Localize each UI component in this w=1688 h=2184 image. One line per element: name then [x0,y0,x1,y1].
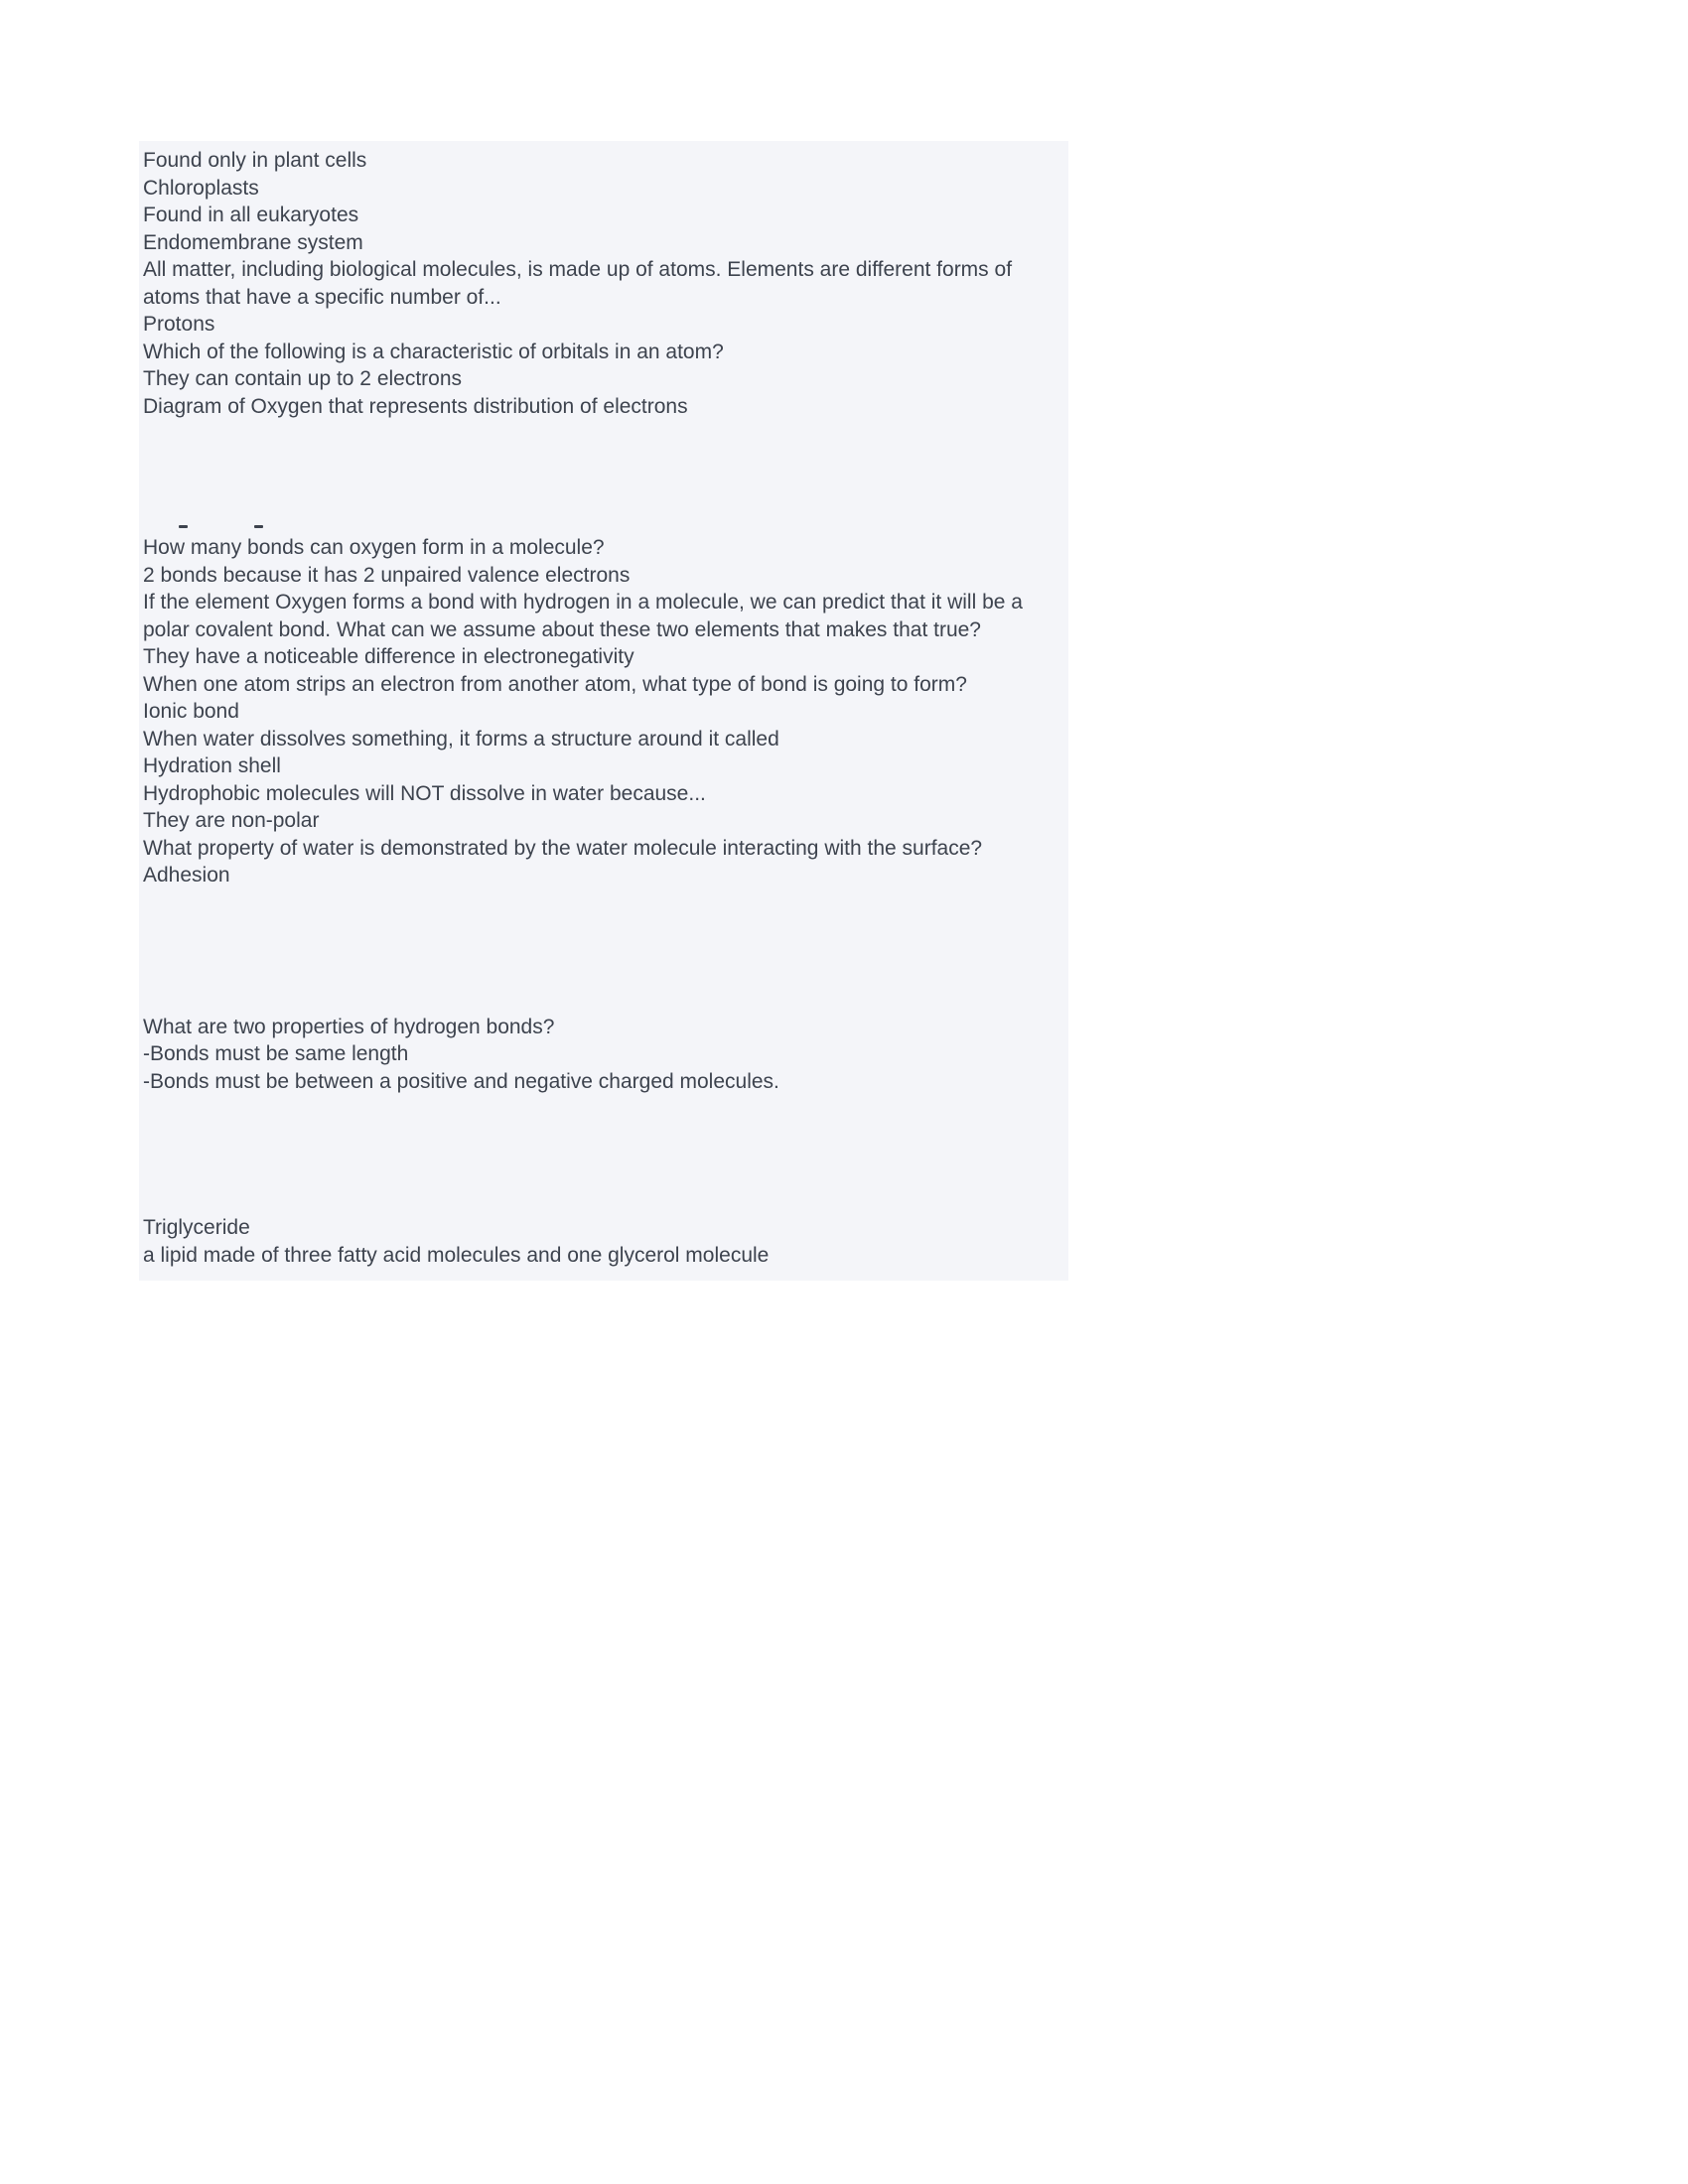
text-line: 2 bonds because it has 2 unpaired valence electrons [143,563,631,587]
text-line: When one atom strips an electron from another atom, what type of bond is going to form? [143,672,967,696]
text-line: Protons [143,313,215,336]
text-line: If the element Oxygen forms a bond with hydrogen in a molecule, we can predict that it will be a polar covalent bond. What can we assume about these two elements that makes that true? [143,591,1023,641]
text-line: How many bonds can oxygen form in a molecule? [143,536,605,559]
text-line: Chloroplasts [143,176,259,200]
text-line: They have a noticeable difference in electronegativity [143,645,634,668]
text-line: They can contain up to 2 electrons [143,367,463,390]
text-line: Ionic bond [143,700,239,723]
text-line: -Bonds must be same length [143,1042,409,1065]
text-line: All matter, including biological molecules, is made up of atoms. Elements are different forms of atoms that have a specific number of... [143,258,1013,309]
text-line: Hydration shell [143,754,281,777]
missing-image-gap [143,889,1043,1014]
text-line: Hydrophobic molecules will NOT dissolve in water because... [143,781,706,805]
text-line: Diagram of Oxygen that represents distribution of electrons [143,394,688,418]
text-line: a lipid made of three fatty acid molecules and one glycerol molecule [143,1243,770,1267]
missing-image-gap [143,1095,1043,1214]
text-line: Which of the following is a characteristic of orbitals in an atom? [143,340,724,363]
text-line: What are two properties of hydrogen bonds? [143,1015,555,1038]
document-content [139,141,1068,1281]
text-line: Adhesion [143,864,230,887]
image-remnant-mark [179,525,188,528]
text-line: Found in all eukaryotes [143,204,359,226]
image-remnant-mark [254,525,263,528]
text-line: Triglyceride [143,1216,250,1239]
text-line: They are non-polar [143,809,320,832]
text-line: -Bonds must be between a positive and negative charged molecules. [143,1069,779,1093]
text-line: Found only in plant cells [143,149,367,172]
text-line: Endomembrane system [143,230,363,254]
missing-image-gap-with-remnant [143,420,1043,534]
text-line: What property of water is demonstrated by the water molecule interacting with the surface? [143,836,983,860]
text-line: When water dissolves something, it forms a structure around it called [143,727,779,751]
